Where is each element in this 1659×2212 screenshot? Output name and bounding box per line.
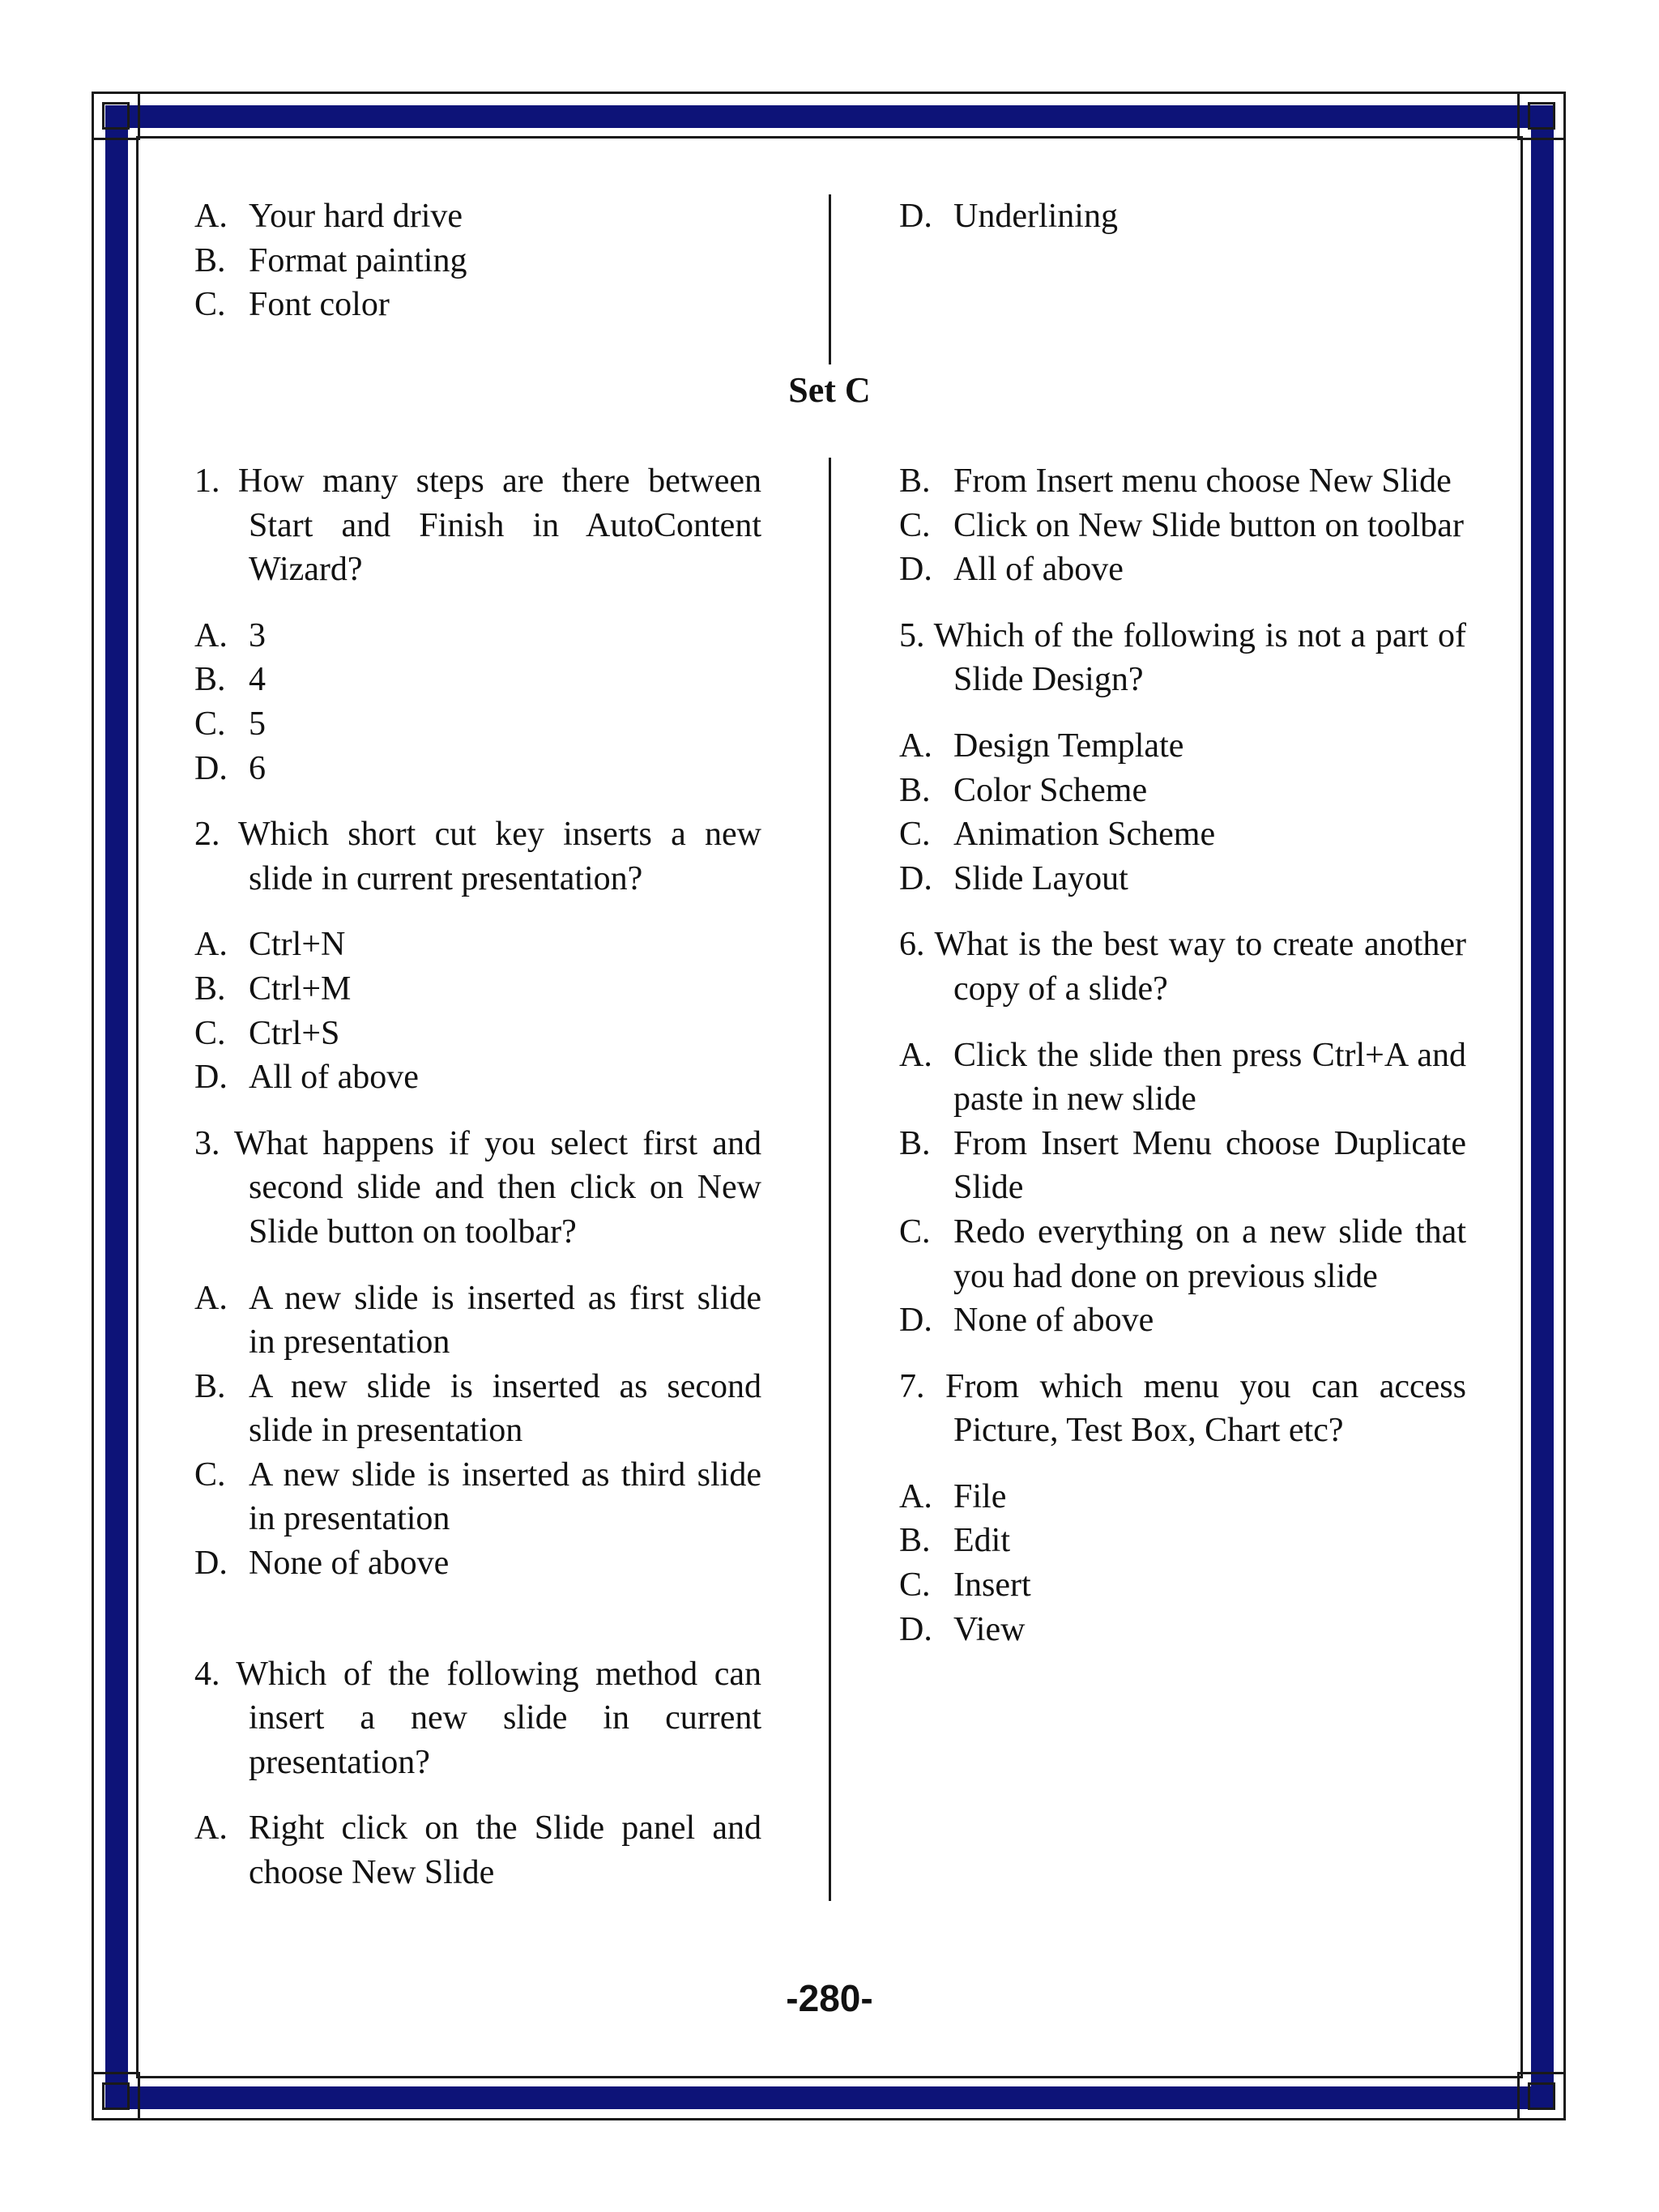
left-column xyxy=(194,459,761,1895)
option: D. View xyxy=(899,1610,1026,1648)
option: A. Design Template xyxy=(899,727,1184,765)
option: C. 5 xyxy=(194,705,266,743)
option: A. Click the slide then press Ctrl+A and paste in new slide xyxy=(899,1036,1466,1119)
option: B. Ctrl+M xyxy=(194,970,352,1008)
corner-ornament-top-left xyxy=(92,92,140,140)
option: D. All of above xyxy=(194,1059,419,1097)
option: B. 4 xyxy=(194,661,266,699)
option: C. Redo everything on a new slide that you had done on previous slide xyxy=(899,1213,1466,1295)
option: C. Ctrl+S xyxy=(194,1014,340,1052)
question-4: 4. Which of the following method can insert a new slide in current presentation? xyxy=(194,1655,761,1781)
option: C. Font color xyxy=(194,286,390,324)
question-1: 1. How many steps are there between Start and Finish in AutoContent Wizard? xyxy=(194,462,761,589)
question-2: 2. Which short cut key inserts a new slide in current presentation? xyxy=(194,816,761,897)
option: B. A new slide is inserted as second slide in presentation xyxy=(194,1367,761,1450)
option: B. From Insert Menu choose Duplicate Slide xyxy=(899,1124,1466,1207)
question-3: 3. What happens if you select first and second slide and then click on New Slide button on toolbar? xyxy=(194,1124,761,1251)
option: B. Format painting xyxy=(194,241,467,279)
option: D. Underlining xyxy=(899,198,1118,235)
option: C. Insert xyxy=(899,1566,1031,1605)
option: D. All of above xyxy=(899,551,1124,589)
option: D. 6 xyxy=(194,749,266,787)
column-divider-top xyxy=(829,194,831,364)
option: D. None of above xyxy=(899,1302,1154,1340)
page-number: -280- xyxy=(786,1977,873,2019)
option: A. 3 xyxy=(194,616,266,654)
option: A. A new slide is inserted as first slide in presentation xyxy=(194,1279,761,1362)
question-6: 6. What is the best way to create another copy of a slide? xyxy=(899,926,1466,1008)
option: C. A new slide is inserted as third slide in presentation xyxy=(194,1455,761,1538)
column-divider-main xyxy=(829,458,831,1901)
section-title: Set C xyxy=(788,370,871,410)
option: C. Animation Scheme xyxy=(899,816,1216,854)
question-5: 5. Which of the following is not a part of Slide Design? xyxy=(899,616,1466,699)
option: C. Click on New Slide button on toolbar xyxy=(899,506,1464,544)
option: D. None of above xyxy=(194,1545,450,1583)
option: A. Your hard drive xyxy=(194,198,463,235)
top-right-options xyxy=(899,194,1466,239)
corner-ornament-bottom-left xyxy=(92,2072,140,2120)
option: B. Color Scheme xyxy=(899,771,1148,809)
option: B. Edit xyxy=(899,1522,1010,1560)
right-column xyxy=(899,459,1466,1652)
top-left-options xyxy=(194,194,761,327)
corner-ornament-bottom-right xyxy=(1517,2072,1566,2120)
option: A. Right click on the Slide panel and choose New Slide xyxy=(194,1809,761,1892)
option: B. From Insert menu choose New Slide xyxy=(899,462,1452,500)
option: A. Ctrl+N xyxy=(194,926,346,964)
option: A. File xyxy=(899,1477,1007,1515)
option: D. Slide Layout xyxy=(899,859,1128,897)
question-7: 7. From which menu you can access Picture, Test Box, Chart etc? xyxy=(899,1367,1466,1450)
corner-ornament-top-right xyxy=(1517,92,1566,140)
